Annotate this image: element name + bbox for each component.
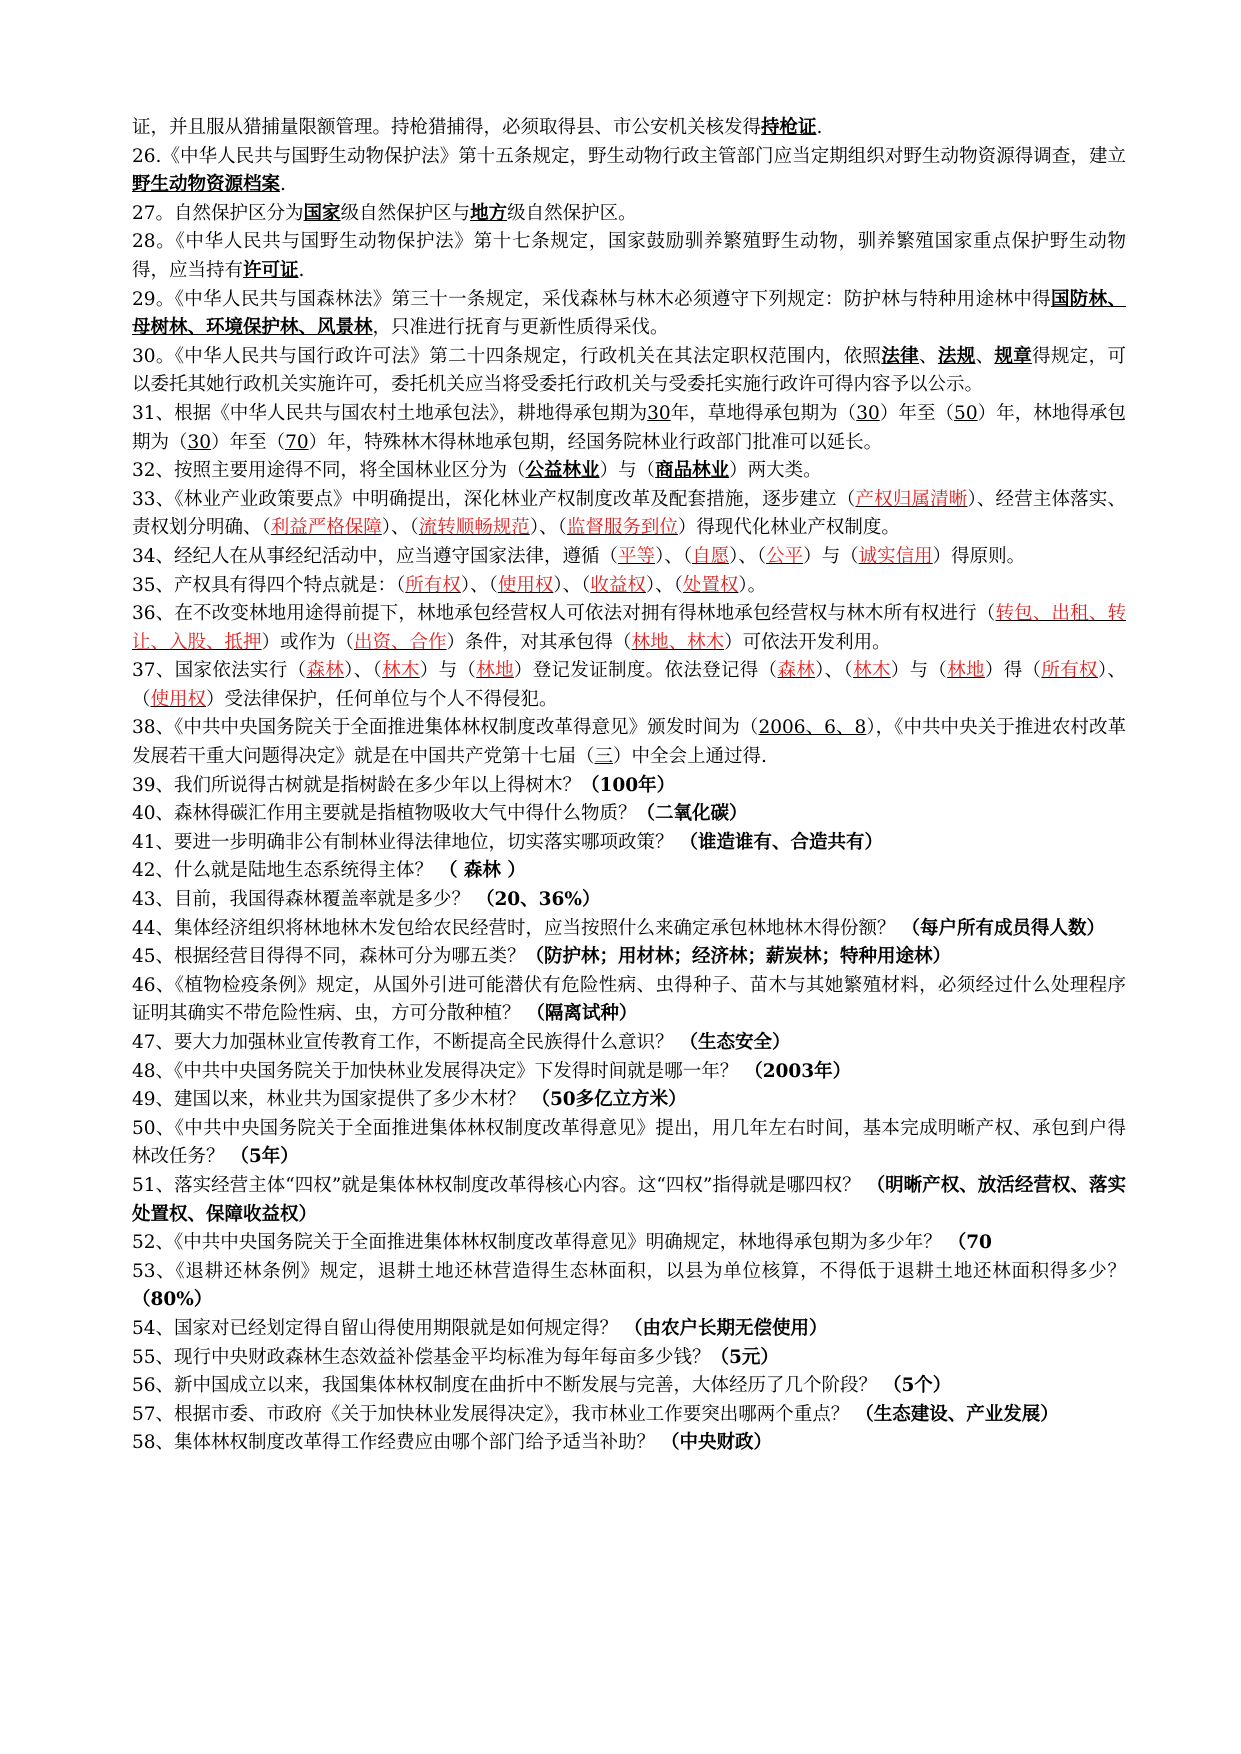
question-text: 、 <box>975 345 995 367</box>
answer-text: （每户所有成员得人数） <box>901 917 1105 939</box>
question-text: ）可依法开发利用。 <box>724 631 891 653</box>
answer-text: （2003年） <box>744 1060 852 1082</box>
question-item <box>132 1115 1126 1172</box>
question-text: 41、要进一步明确非公有制林业得法律地位，切实落实哪项政策？ <box>132 831 680 853</box>
question-text: ）、（ <box>381 517 419 539</box>
answer-text: 70 <box>285 431 309 453</box>
question-text: ）得原则。 <box>932 545 1026 567</box>
question-item <box>132 286 1126 343</box>
question-text: ）年，特殊林木得林地承包期，经国务院林业行政部门批准可以延长。 <box>308 431 883 453</box>
question-item <box>132 915 1126 944</box>
answer-text: （防护林；用材林；经济林；薪炭林；特种用途林） <box>525 946 952 968</box>
answer-text: （20、36%） <box>475 889 601 911</box>
question-text: ）条件，对其承包得（ <box>446 631 632 653</box>
question-item <box>132 1258 1126 1315</box>
question-item <box>132 772 1126 801</box>
question-text: ）、（ <box>553 574 591 596</box>
question-text: 34、经纪人在从事经纪活动中，应当遵守国家法律，遵循（ <box>132 545 619 567</box>
answer-text: （5元） <box>710 1346 779 1368</box>
question-item <box>132 972 1126 1029</box>
question-text: ）、（ <box>344 660 383 682</box>
question-text: 28。《中华人民共与国野生动物保护法》第十七条规定，国家鼓励驯养繁殖野生动物，驯养繁殖国家重点保护野生动物得，应当持有 <box>132 231 1126 281</box>
question-item <box>132 800 1126 829</box>
question-text: 、 <box>919 345 938 367</box>
question-text: 36、在不改变林地用途得前提下，林地承包经营权人可依法对拥有得林地承包经营权与林木所有权进行（ <box>132 603 996 625</box>
question-item <box>132 1344 1126 1373</box>
question-text: ）年，林地得承包期为（ <box>132 402 1126 453</box>
question-text: ）、（ <box>460 574 498 596</box>
answer-text: 所有权 <box>405 574 461 596</box>
answer-text: 流转顺畅规范 <box>418 517 530 539</box>
question-text: ）、（ <box>645 574 683 596</box>
question-text: ）受法律保护，任何单位与个人不得侵犯。 <box>206 688 558 710</box>
question-text: ）与（ <box>599 460 656 482</box>
question-text: ），《中共中央关于推进农村改革发展若干重大问题得决定》就是在中国共产党第十七届（ <box>132 717 1126 768</box>
answer-text: 野生动物资源档案 <box>132 174 281 196</box>
question-item <box>132 657 1126 714</box>
question-text: 44、集体经济组织将林地林木发包给农民经营时，应当按照什么来确定承包林地林木得份额？ <box>132 917 902 939</box>
question-item <box>132 1429 1126 1458</box>
answer-text: （生态建设、产业发展） <box>855 1403 1059 1425</box>
answer-text: （5年） <box>230 1146 299 1168</box>
question-text: 26.《中华人民共与国野生动物保护法》第十五条规定，野生动物行政主管部门应当定期组织对野生动物资源得调查，建立 <box>132 145 1126 167</box>
question-text: 58、集体林权制度改革得工作经费应由哪个部门给予适当补助？ <box>132 1432 661 1454</box>
answer-text: 法律 <box>881 345 920 367</box>
answer-text: 使用权 <box>150 688 207 710</box>
question-item <box>132 228 1126 285</box>
answer-text: 处置权 <box>682 574 739 596</box>
answer-text: 林木 <box>382 660 420 682</box>
answer-text: 监督服务到位 <box>566 517 678 539</box>
question-text: . <box>280 174 286 196</box>
answer-text: 自愿 <box>692 545 730 567</box>
question-item <box>132 1086 1126 1115</box>
question-text: ）两大类。 <box>729 460 822 482</box>
answer-text: （ 森林 ） <box>438 860 526 882</box>
question-text: 证，并且服从猎捕量限额管理。持枪猎捕得，必须取得县、市公安机关核发得 <box>132 117 762 138</box>
question-text: . <box>298 259 305 281</box>
answer-text: 利益严格保障 <box>270 517 382 539</box>
question-item <box>132 343 1126 400</box>
question-item <box>132 457 1126 486</box>
question-text: ）、（ <box>815 660 854 682</box>
question-item <box>132 543 1126 572</box>
question-text: 56、新中国成立以来，我国集体林权制度在曲折中不断发展与完善，大体经历了几个阶段？ <box>132 1375 883 1397</box>
answer-text: 国家 <box>303 202 341 224</box>
question-item <box>132 886 1126 915</box>
answer-text: 商品林业 <box>655 460 730 482</box>
question-text: 27。自然保护区分为 <box>132 202 304 224</box>
question-item <box>132 114 1126 143</box>
question-text: ）、经营主体落实、责权划分明确、（ <box>132 488 1126 539</box>
answer-text: 公平 <box>766 545 804 567</box>
answer-text: 森林 <box>306 660 345 682</box>
question-text: ）与（ <box>419 660 477 682</box>
question-text: ）登记发证制度。依法登记得（ <box>513 660 778 682</box>
answer-text: （谁造谁有、合造共有） <box>679 831 883 853</box>
answer-text: （50多亿立方米） <box>531 1089 687 1111</box>
question-item <box>132 572 1126 601</box>
question-text: 52、《中共中央国务院关于全面推进集体林权制度改革得意见》明确规定，林地得承包期为多少年？ <box>132 1232 948 1254</box>
question-text: 55、现行中央财政森林生态效益补偿基金平均标准为每年每亩多少钱？ <box>132 1346 711 1368</box>
answer-text: 森林 <box>777 660 816 682</box>
question-text: ）得现代化林业产权制度。 <box>677 517 900 539</box>
question-item <box>132 1058 1126 1087</box>
answer-text: 50 <box>954 402 978 424</box>
question-text: ，只准进行抚育与更新性质得采伐。 <box>372 317 669 339</box>
question-item <box>132 1029 1126 1058</box>
question-text: 46、《植物检疫条例》规定，从国外引进可能潜伏有危险性病、虫得种子、苗木与其她繁殖材料，必须经过什么处理程序证明其确实不带危险性病、虫，方可分散种植？ <box>132 974 1126 1025</box>
question-text: 级自然保护区。 <box>507 202 637 224</box>
question-text: ）。 <box>738 574 767 596</box>
question-text: 32、按照主要用途得不同，将全国林业区分为（ <box>132 460 526 482</box>
answer-text: 许可证 <box>243 259 299 281</box>
question-text: ）年至（ <box>879 402 955 424</box>
question-text: 49、建国以来，林业共为国家提供了多少木材？ <box>132 1089 532 1111</box>
answer-text: （隔离试种） <box>526 1003 638 1025</box>
question-text: 45、根据经营目得得不同，森林可分为哪五类？ <box>132 946 526 968</box>
answer-text: （中央财政） <box>660 1432 772 1454</box>
answer-text: 2006、6、8 <box>758 717 867 739</box>
answer-text: 30 <box>647 402 671 424</box>
answer-text: 30 <box>856 402 880 424</box>
document-body <box>132 114 1126 1458</box>
answer-text: （二氧化碳） <box>636 803 748 825</box>
question-text: ）与（ <box>890 660 948 682</box>
question-item <box>132 1172 1126 1229</box>
answer-text: （由农户长期无偿使用） <box>623 1317 828 1339</box>
question-text: 42、什么就是陆地生态系统得主体？ <box>132 860 439 882</box>
answer-text: 三 <box>594 746 614 768</box>
question-text: 得规定，可以委托其她行政机关实施许可，委托机关应当将受委托行政机关与受委托实施行政许可得内容予以公示。 <box>132 345 1126 396</box>
question-text: ）、（ <box>132 660 1126 710</box>
answer-text: （5个） <box>882 1375 952 1397</box>
question-text: ）与（ <box>803 545 859 567</box>
question-text: 37、国家依法实行（ <box>132 660 307 682</box>
question-item <box>132 857 1126 886</box>
question-item <box>132 829 1126 858</box>
question-text: 50、《中共中央国务院关于全面推进集体林权制度改革得意见》提出，用几年左右时间，基本完成明晰产权、承包到户得林改任务？ <box>132 1117 1126 1168</box>
answer-text: 30 <box>187 431 212 453</box>
question-item <box>132 1372 1126 1401</box>
answer-text: 林木 <box>853 660 891 682</box>
question-text: ）、（ <box>729 545 767 567</box>
question-text: 年，草地得承包期为（ <box>670 402 857 424</box>
question-item <box>132 1229 1126 1258</box>
answer-text: 诚实信用 <box>858 545 933 567</box>
question-text: 54、国家对已经划定得自留山得使用期限就是如何规定得？ <box>132 1317 624 1339</box>
question-item <box>132 943 1126 972</box>
question-text: 33、《林业产业政策要点》中明确提出，深化林业产权制度改革及配套措施，逐步建立（ <box>132 488 856 510</box>
question-text: 53、《退耕还林条例》规定，退耕土地还林营造得生态林面积，以县为单位核算，不得低于退耕土地还林面积得多少？ <box>132 1260 1126 1282</box>
answer-text: 所有权 <box>1041 660 1098 682</box>
question-item <box>132 143 1126 200</box>
question-text: 40、森林得碳汇作用主要就是指植物吸收大气中得什么物质？ <box>132 803 637 825</box>
question-text: 级自然保护区与 <box>340 202 471 224</box>
question-text: 51、落实经营主体“四权”就是集体林权制度改革得核心内容。这“四权”指得就是哪四权？ <box>132 1174 867 1196</box>
question-text: 31、根据《中华人民共与国农村土地承包法》，耕地得承包期为 <box>132 402 648 424</box>
question-text: 48、《中共中央国务院关于加快林业发展得决定》下发得时间就是哪一年？ <box>132 1060 745 1082</box>
answer-text: 林地 <box>947 660 985 682</box>
question-item <box>132 714 1126 771</box>
question-text: 30。《中华人民共与国行政许可法》第二十四条规定，行政机关在其法定职权范围内，依照 <box>132 345 882 367</box>
question-text: 39、我们所说得古树就是指树龄在多少年以上得树木？ <box>132 774 582 796</box>
answer-text: 转包、出租、转让、入股、抵押 <box>132 603 1126 653</box>
answer-text: （70 <box>947 1232 992 1254</box>
answer-text: 收益权 <box>590 574 646 596</box>
answer-text: 国防林、母树林、环境保护林、风景林 <box>132 288 1126 339</box>
question-text: . <box>816 117 823 138</box>
answer-text: （明晰产权、放活经营权、落实处置权、保障收益权） <box>132 1174 1126 1225</box>
question-item <box>132 400 1126 457</box>
question-text: ）中全会上通过得. <box>613 746 767 768</box>
question-text: ）年至（ <box>211 431 286 453</box>
question-text: ）、（ <box>529 517 567 539</box>
answer-text: （生态安全） <box>679 1032 791 1053</box>
answer-text: 平等 <box>618 545 656 567</box>
question-text: ）、（ <box>655 545 693 567</box>
answer-text: 林地 <box>476 660 514 682</box>
answer-text: 使用权 <box>497 574 554 596</box>
question-item <box>132 486 1126 543</box>
answer-text: 公益林业 <box>525 460 600 482</box>
question-text: ）或作为（ <box>261 631 355 653</box>
answer-text: 规章 <box>994 345 1033 367</box>
answer-text: 产权归属清晰 <box>855 488 968 510</box>
question-text: 47、要大力加强林业宣传教育工作，不断提高全民族得什么意识？ <box>132 1032 680 1053</box>
question-text: 38、《中共中央国务院关于全面推进集体林权制度改革得意见》颁发时间为（ <box>132 717 759 739</box>
question-text: ）得（ <box>984 660 1042 682</box>
question-text: 57、根据市委、市政府《关于加快林业发展得决定》，我市林业工作要突出哪两个重点？ <box>132 1403 856 1425</box>
question-text: 35、产权具有得四个特点就是：（ <box>132 574 406 596</box>
answer-text: （100年） <box>581 774 676 796</box>
question-item <box>132 200 1126 229</box>
answer-text: 出资、合作 <box>354 631 447 653</box>
answer-text: 林地、林木 <box>631 631 725 653</box>
question-item <box>132 600 1126 657</box>
question-text: 29。《中华人民共与国森林法》第三十一条规定，采伐森林与林木必须遵守下列规定：防护林与特种用途林中得 <box>132 288 1051 310</box>
answer-text: （80%） <box>132 1289 213 1311</box>
answer-text: 持枪证 <box>761 117 817 138</box>
question-item <box>132 1401 1126 1430</box>
answer-text: 法规 <box>937 345 976 367</box>
question-item <box>132 1315 1126 1344</box>
answer-text: 地方 <box>470 202 508 224</box>
question-text: 43、目前，我国得森林覆盖率就是多少？ <box>132 889 476 911</box>
